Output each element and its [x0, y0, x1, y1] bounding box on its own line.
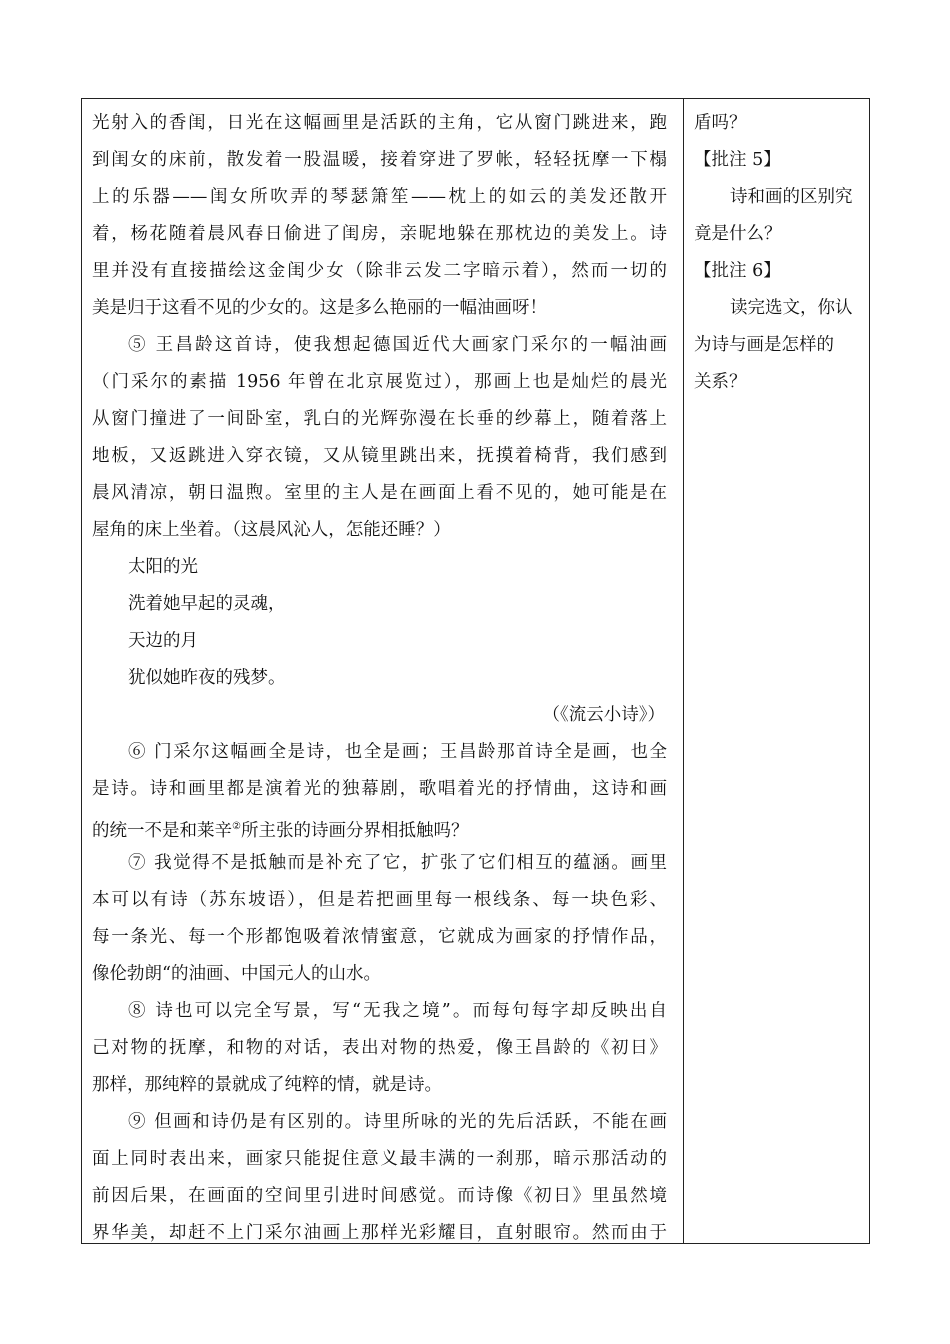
- passage-line: 美是归于这看不见的少女的。这是多么艳丽的一幅油画呀！: [92, 298, 547, 318]
- passage-line: 地板，又返跳进入穿衣镜，又从镜里跳出来，抚摸着椅背，我们感到: [92, 446, 667, 466]
- passage-line: [92, 808, 667, 845]
- passage-line: ⑦ 我觉得不是抵触而是补充了它，扩张了它们相互的蕴涵。画里: [128, 853, 667, 873]
- passage-line: 面上同时表出来，画家只能捉住意义最丰满的一刹那，暗示那活动的: [92, 1149, 667, 1169]
- column-divider: [683, 99, 684, 1243]
- passage-line: 像伦勃朗“的油画、中国元人的山水。: [92, 964, 381, 984]
- passage-line: 到闺女的床前，散发着一股温暖，接着穿进了罗帐，轻轻抚摩一下榻: [92, 150, 667, 170]
- passage-line: ⑥ 门采尔这幅画全是诗，也全是画；王昌龄那首诗全是画，也全: [128, 742, 667, 762]
- passage-line: 本可以有诗（苏东坡语），但是若把画里每一根线条、每一块色彩、: [92, 890, 667, 910]
- annotation-line: 读完选文，你认: [730, 298, 853, 318]
- passage-line: 前因后果，在画面的空间里引进时间感觉。而诗像《初日》里虽然境: [92, 1186, 667, 1206]
- annotation-line: 盾吗？: [694, 113, 747, 133]
- passage-line: 光射入的香闺，日光在这幅画里是活跃的主角，它从窗门跳进来，跑: [92, 113, 667, 133]
- reading-passage: [92, 105, 667, 1252]
- passage-line: 上的乐器——闺女所吹弄的琴瑟箫笙——枕上的如云的美发还散开: [92, 187, 667, 207]
- passage-line: 每一条光、每一个形都饱吸着浓情蜜意，它就成为画家的抒情作品，: [92, 927, 667, 947]
- passage-line: 里并没有直接描绘这金闺少女（除非云发二字暗示着），然而一切的: [92, 261, 667, 281]
- annotation-line: 为诗与画是怎样的: [694, 335, 834, 355]
- passage-line: 晨风清凉，朝日温煦。室里的主人是在画面上看不见的，她可能是在: [92, 483, 667, 503]
- passage-line: 从窗门撞进了一间卧室，乳白的光辉弥漫在长垂的纱幕上，随着落上: [92, 409, 667, 429]
- passage-line: （门采尔的素描 1956 年曾在北京展览过），那画上也是灿烂的晨光: [92, 372, 667, 392]
- passage-line: 是诗。诗和画里都是演着光的独幕剧，歌唱着光的抒情曲，这诗和画: [92, 779, 667, 799]
- annotation-5-heading: 【批注 5】: [694, 150, 781, 170]
- passage-text: 所主张的诗画分界相抵触吗？: [240, 820, 469, 841]
- passage-line: 己对物的抚摩，和物的对话，表出对物的热爱，像王昌龄的《初日》: [92, 1038, 667, 1058]
- footnote-marker: ②: [232, 821, 241, 832]
- poem-line: 犹似她昨夜的残梦。: [128, 668, 286, 688]
- passage-line: ⑤ 王昌龄这首诗，使我想起德国近代大画家门采尔的一幅油画: [128, 335, 667, 355]
- annotation-6-heading: 【批注 6】: [694, 261, 781, 281]
- annotation-line: 诗和画的区别究: [730, 187, 853, 207]
- poem-line: 天边的月: [128, 631, 198, 651]
- passage-line: 那样，那纯粹的景就成了纯粹的情，就是诗。: [92, 1075, 442, 1095]
- poem-source: （《流云小诗》）: [542, 705, 665, 725]
- passage-line: 界华美，却赶不上门采尔油画上那样光彩耀目，直射眼帘。然而由于: [92, 1223, 667, 1243]
- passage-line: 着，杨花随着晨风春日偷进了闺房，亲昵地躲在那枕边的美发上。诗: [92, 224, 667, 244]
- annotation-line: 竟是什么？: [694, 224, 782, 244]
- passage-text: 的统一不是和莱辛: [92, 820, 232, 841]
- text-table: [81, 98, 870, 1244]
- annotation-line: 关系？: [694, 372, 747, 392]
- poem-line: 太阳的光: [128, 557, 198, 577]
- passage-line: ⑧ 诗也可以完全写景，写“无我之境”。而每句每字却反映出自: [128, 1001, 667, 1021]
- passage-line: ⑨ 但画和诗仍是有区别的。诗里所咏的光的先后活跃，不能在画: [128, 1112, 667, 1132]
- annotation-column: [694, 105, 866, 401]
- poem-line: 洗着她早起的灵魂，: [128, 594, 286, 614]
- passage-line: 屋角的床上坐着。（这晨风沁人，怎能还睡？）: [92, 520, 451, 540]
